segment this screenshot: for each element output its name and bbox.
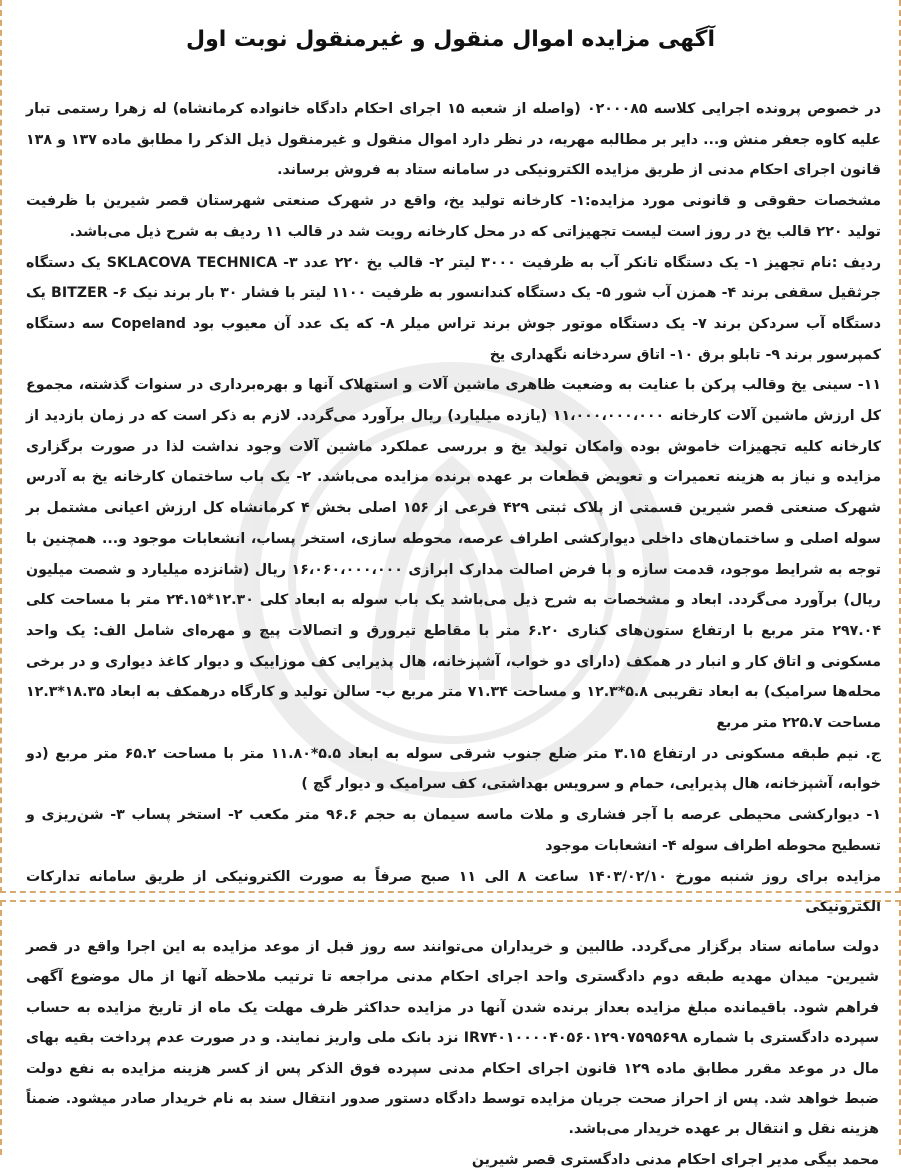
paragraph-case-intro: در خصوص پرونده اجرایی کلاسه ۰۲۰۰۰۸۵ (واصله از شعبه ۱۵ اجرای احکام دادگاه خانواده کرمانشاه) له زهرا رستمی تبار علیه کاوه جعفر منش و... دایر بر مطالبه مهریه، در نظر دارد اموال منقول و غیرمنقول ذیل الذکر را مطابق ماده ۱۳۷ و ۱۳۸ قانون اجرای احکام مدنی از طریق مزایده الکترونیکی در سامانه ستاد به فروش برساند.	[26, 101, 881, 179]
notice-title: آگهی مزایده اموال منقول و غیرمنقول نوبت اول	[185, 27, 716, 52]
notice-continuation	[26, 932, 879, 1175]
notice-bottom-panel	[0, 900, 901, 1168]
paragraph-valuation-building: ۱۱- سینی یخ وقالب پرکن با عنایت به وضعیت ظاهری ماشین آلات و استهلاک آنها و بهره‌برداری در سنوات گذشته، مجموع کل ارزش ماشین آلات کارخانه ۱۱،۰۰۰،۰۰۰،۰۰۰ (یازده میلیارد) ریال برآورد می‌گردد. لازم به ذکر است که در زمان بازدید از کارخانه کلیه تجهیزات خاموش بوده وامکان تولید یخ و بررسی عملکرد ماشین آلات وجود نداشت لذا در صورت برگزاری مزایده و نیاز به هزینه تعمیرات و تعویض قطعات بر عهده برنده مزایده می‌باشد. ۲- یک باب ساختمان کارخانه یخ به آدرس شهرک صنعتی قصر شیرین قسمتی از پلاک ثبتی ۴۲۹ فرعی از ۱۵۶ اصلی بخش ۴ کرمانشاه کل ارزش اعیانی مشتمل بر سوله اصلی و ساختمان‌های داخلی دیوارکشی اطراف عرصه، محوطه سازی، استخر پساب، انشعابات موجود و... همچنین با توجه به شرایط موجود، قدمت سازه و با فرض اصالت مدارک ابرازی ۱۶،۰۶۰،۰۰۰،۰۰۰ ریال (شانزده میلیارد و شصت میلیون ریال) برآورد می‌گردد. ابعاد و مشخصات به شرح ذیل می‌باشد یک باب سوله به ابعاد کلی ۱۲.۳۰*۲۴.۱۵ متر با مساحت کلی ۲۹۷.۰۴ متر مربع با ارتفاع ستون‌های کناری ۶.۲۰ متر با مقاطع تیرورق و اتصالات پیچ و مهره‌ای شامل الف: یک واحد مسکونی و اتاق کار و انبار در همکف (دارای دو خواب، آشپزخانه، هال پذیرایی کف موزاییک و دیوار کاغذ دیواری و در برخی محله‌ها سرامیک) به ابعاد تقریبی ۵.۸*۱۲.۳ و مساحت ۷۱.۳۴ متر مربع ب- سالن تولید و کارگاه درهمکف به ابعاد ۱۸.۳۵*۱۲.۳ مساحت ۲۲۵.۷ متر مربع	[26, 377, 882, 732]
paragraph-equipment-list: ردیف :نام تجهیز ۱- یک دستگاه تانکر آب به ظرفیت ۳۰۰۰ لیتر ۲- قالب یخ ۲۲۰ عدد ۳- SKLACOVA TECHNICA یک دستگاه جرثقیل سقفی برند ۴- همزن آب شور ۵- یک دستگاه کندانسور به ظرفیت ۱۱۰۰ لیتر با فشار ۳۰ بار برند نیک ۶- BITZER یک دستگاه آب سردکن برند ۷- یک دستگاه موتور جوش برند تراس میلر ۸- که یک عدد آن معیوب بود Copeland سه دستگاه کمپرسور برند ۹- تابلو برق ۱۰- اتاق سردخانه نگهداری یخ	[26, 254, 882, 363]
paragraph-site-works: ۱- دیوارکشی محیطی عرصه با آجر فشاری و ملات ماسه سیمان به حجم ۹۶.۶ متر مکعب ۲- استخر پساب ۳- شن‌ریزی و تسطیح محوطه اطراف سوله ۴- انشعابات موجود	[26, 807, 881, 854]
paragraph-auction-date: مزایده برای روز شنبه مورخ ۱۴۰۳/۰۲/۱۰ ساعت ۸ الی ۱۱ صبح صرفاً به صورت الکترونیکی از طریق سامانه تدارکات الکترونیکی	[26, 868, 881, 916]
notice-body	[26, 94, 881, 923]
paragraph-mezzanine: ج. نیم طبقه مسکونی در ارتفاع ۳.۱۵ متر ضلع جنوب شرقی سوله به ابعاد ۵.۵*۱۱.۸۰ متر با مساحت ۶۵.۲ متر مربع (دو خوابه، آشپزخانه، هال پذیرایی، حمام و سرویس بهداشتی، کف سرامیک و دیوار گچ )	[26, 745, 881, 793]
paragraph-property-spec: مشخصات حقوقی و قانونی مورد مزایده:۱- کارخانه تولید یخ، واقع در شهرک صنعتی شهرستان قصر شیرین با ظرفیت تولید ۲۲۰ قالب یخ در روز است لیست تجهیزاتی که در محل کارخانه رویت شد در قالب ۱۱ ردیف به شرح ذیل می‌باشد.	[26, 193, 881, 240]
paragraph-terms: دولت سامانه ستاد برگزار می‌گردد. طالبین و خریداران می‌توانند سه روز قبل از موعد مزایده به این اجرا واقع در قصر شیرین- میدان مهدیه طبقه دوم دادگستری واحد اجرای احکام مدنی مراجعه تا ترتیب ملاحظه آنها از مال موضوع آگهی فراهم شود. باقیمانده مبلغ مزایده بعداز برنده شدن آنها در مزایده حداکثر ظرف مهلت یک ماه از تاریخ مزایده به حساب سپرده دادگستری با شماره IR۷۴۰۱۰۰۰۰۴۰۵۶۰۱۲۹۰۷۵۹۵۶۹۸ نزد بانک ملی واریز نمایند. و در صورت عدم پرداخت بقیه بهای مال در موعد مقرر مطابق ماده ۱۲۹ قانون اجرای احکام مدنی سپرده فوق الذکر پس از کسر هزینه مزایده به نفع دولت ضبط خواهد شد. پس از احراز صحت جریان مزایده توسط دادگاه دستور صدور انتقال سند به نام خریدار صادر میشود. ضمناً هزینه نقل و انتقال بر عهده خریدار می‌باشد.	[26, 939, 880, 1138]
signature-line: محمد بیگی مدیر اجرای احکام مدنی دادگستری قصر شیرین	[471, 1151, 879, 1168]
